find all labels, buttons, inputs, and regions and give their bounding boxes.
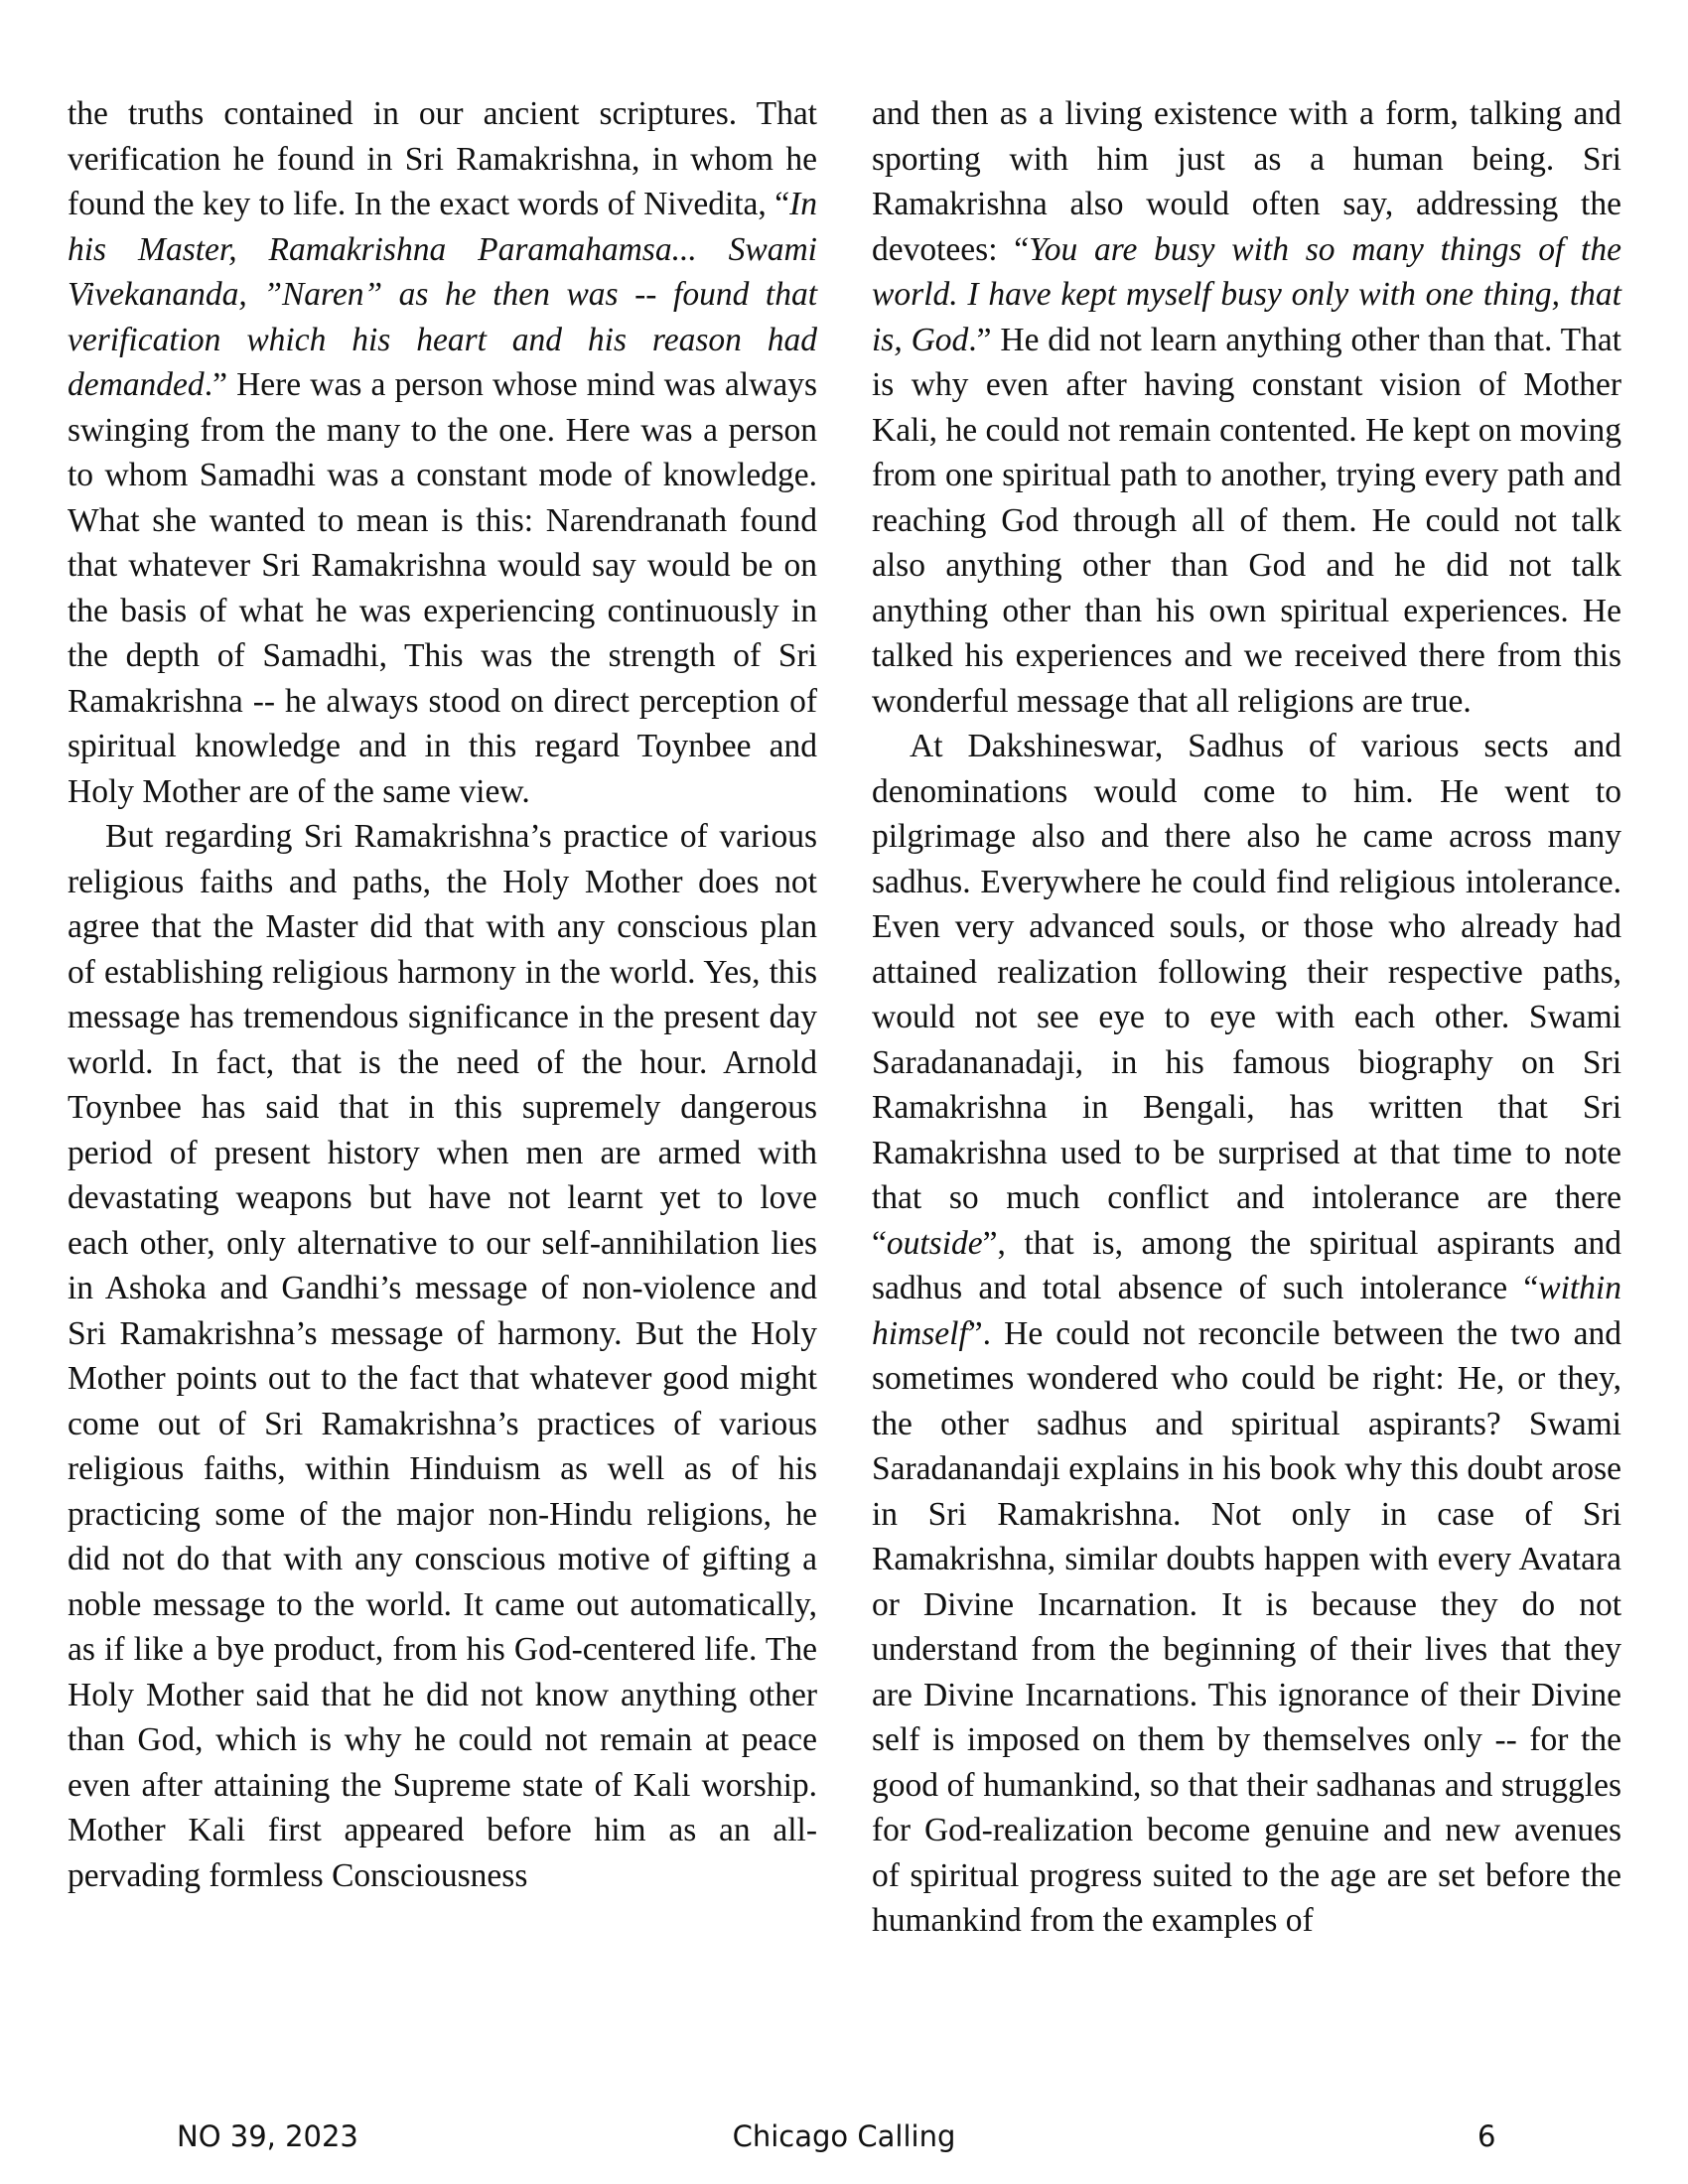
left-column (68, 91, 817, 2067)
text-run: and then as a living existence with a form, talking and sporting with him just as a human being. Sri Ramakrishna also would often say, addressing the devotees: “ (872, 95, 1621, 268)
paragraph-continued (68, 91, 817, 814)
paragraph-continued (872, 91, 1621, 724)
page-number: 6 (1477, 2119, 1496, 2153)
page-footer (0, 2119, 1688, 2159)
right-column (872, 91, 1621, 2067)
text-run: .” Here was a person whose mind was always swinging from the many to the one. Here was a person to whom Samadhi was a constant mode of knowledge. What she wanted to mean is this: Narendranath found that whatever Sri Ramakrishna would say would be on the basis of what he was experiencing continuously in the depth of Samadhi, This was the strength of Sri Ramakrishna -- he always stood on direct perception of spiritual knowledge and in this regard Toynbee and Holy Mother are of the same view. (68, 366, 817, 810)
emphasis-within-himself: within himself (872, 1270, 1621, 1352)
text-run: ”. He could not reconcile between the two and sometimes wondered who could be right: He, or they, the other sadhus and spiritual aspirants? Swami Saradanandaji explains in his book why this doubt arose in Sri Ramakrishna. Not only in case of Sri Ramakrishna, similar doubts happen with every Avatara or Divine Incarnation. It is because they do not understand from the beginning of their lives that they are Divine Incarnations. This ignorance of their Divine self is imposed on them by themselves only -- for the good of humankind, so that their sadhanas and struggles for God-realization become genuine and new avenues of spiritual progress suited to the age are set before the humankind from the examples of (872, 1314, 1621, 1939)
publication-title: Chicago Calling (732, 2119, 956, 2153)
paragraph (872, 724, 1621, 1944)
text-run: ”, that is, among the spiritual aspirants and sadhus and total absence of such intolerance “ (872, 1224, 1621, 1306)
nivedita-quote: In his Master, Ramakrishna Paramahamsa... Swami Vivekananda, ”Naren” as he then was -- found that verification which his heart and his reason had demanded (68, 186, 817, 403)
text-run: .” He did not learn anything other than that. That is why even after having constant vision of Mother Kali, he could not remain contented. He kept on moving from one spiritual path to another, trying every path and reaching God through all of them. He could not talk also anything other than God and he did not talk anything other than his own spiritual experiences. He talked his experiences and we received there from this wonderful message that all religions are true. (872, 321, 1621, 720)
ramakrishna-quote: You are busy with so many things of the world. I have kept myself busy only with one thing, that is, God (872, 230, 1621, 358)
issue-label: NO 39, 2023 (177, 2119, 358, 2153)
article-body (68, 91, 1621, 2067)
text-run: the truths contained in our ancient scriptures. That verification he found in Sri Ramakrishna, in whom he found the key to life. In the exact words of Nivedita, “ (68, 95, 817, 222)
paragraph: But regarding Sri Ramakrishna’s practice of various religious faiths and paths, the Holy Mother does not agree that the Master did that with any conscious plan of establishing religious harmony in the world. Yes, this message has tremendous significance in the present day world. In fact, that is the need of the hour. Arnold Toynbee has said that in this supremely dangerous period of present history when men are armed with devastating weapons but have not learnt yet to love each other, only alternative to our self-annihilation lies in Ashoka and Gandhi’s message of non-violence and Sri Ramakrishna’s message of harmony. But the Holy Mother points out to the fact that whatever good might come out of Sri Ramakrishna’s practices of various religious faiths, within Hinduism as well as of his practicing some of the major non-Hindu religions, he did not do that with any conscious motive of gifting a noble message to the world. It came out automatically, as if like a bye product, from his God-centered life. The Holy Mother said that he did not know anything other than God, which is why he could not remain at peace even after attaining the Supreme state of Kali worship. Mother Kali first appeared before him as an all-pervading formless Consciousness (68, 818, 817, 1894)
emphasis-outside: outside (886, 1224, 983, 1262)
text-run: At Dakshineswar, Sadhus of various sects and denominations would come to him. He went to pilgrimage also and there also he came across many sadhus. Everywhere he could find religious intolerance. Even very advanced souls, or those who already had attained realization following their respective paths, would not see eye to eye with each other. Swami Saradananadaji, in his famous biography on Sri Ramakrishna in Bengali, has written that Sri Ramakrishna used to be surprised at that time to note that so much conflict and intolerance are there “ (872, 728, 1621, 1262)
